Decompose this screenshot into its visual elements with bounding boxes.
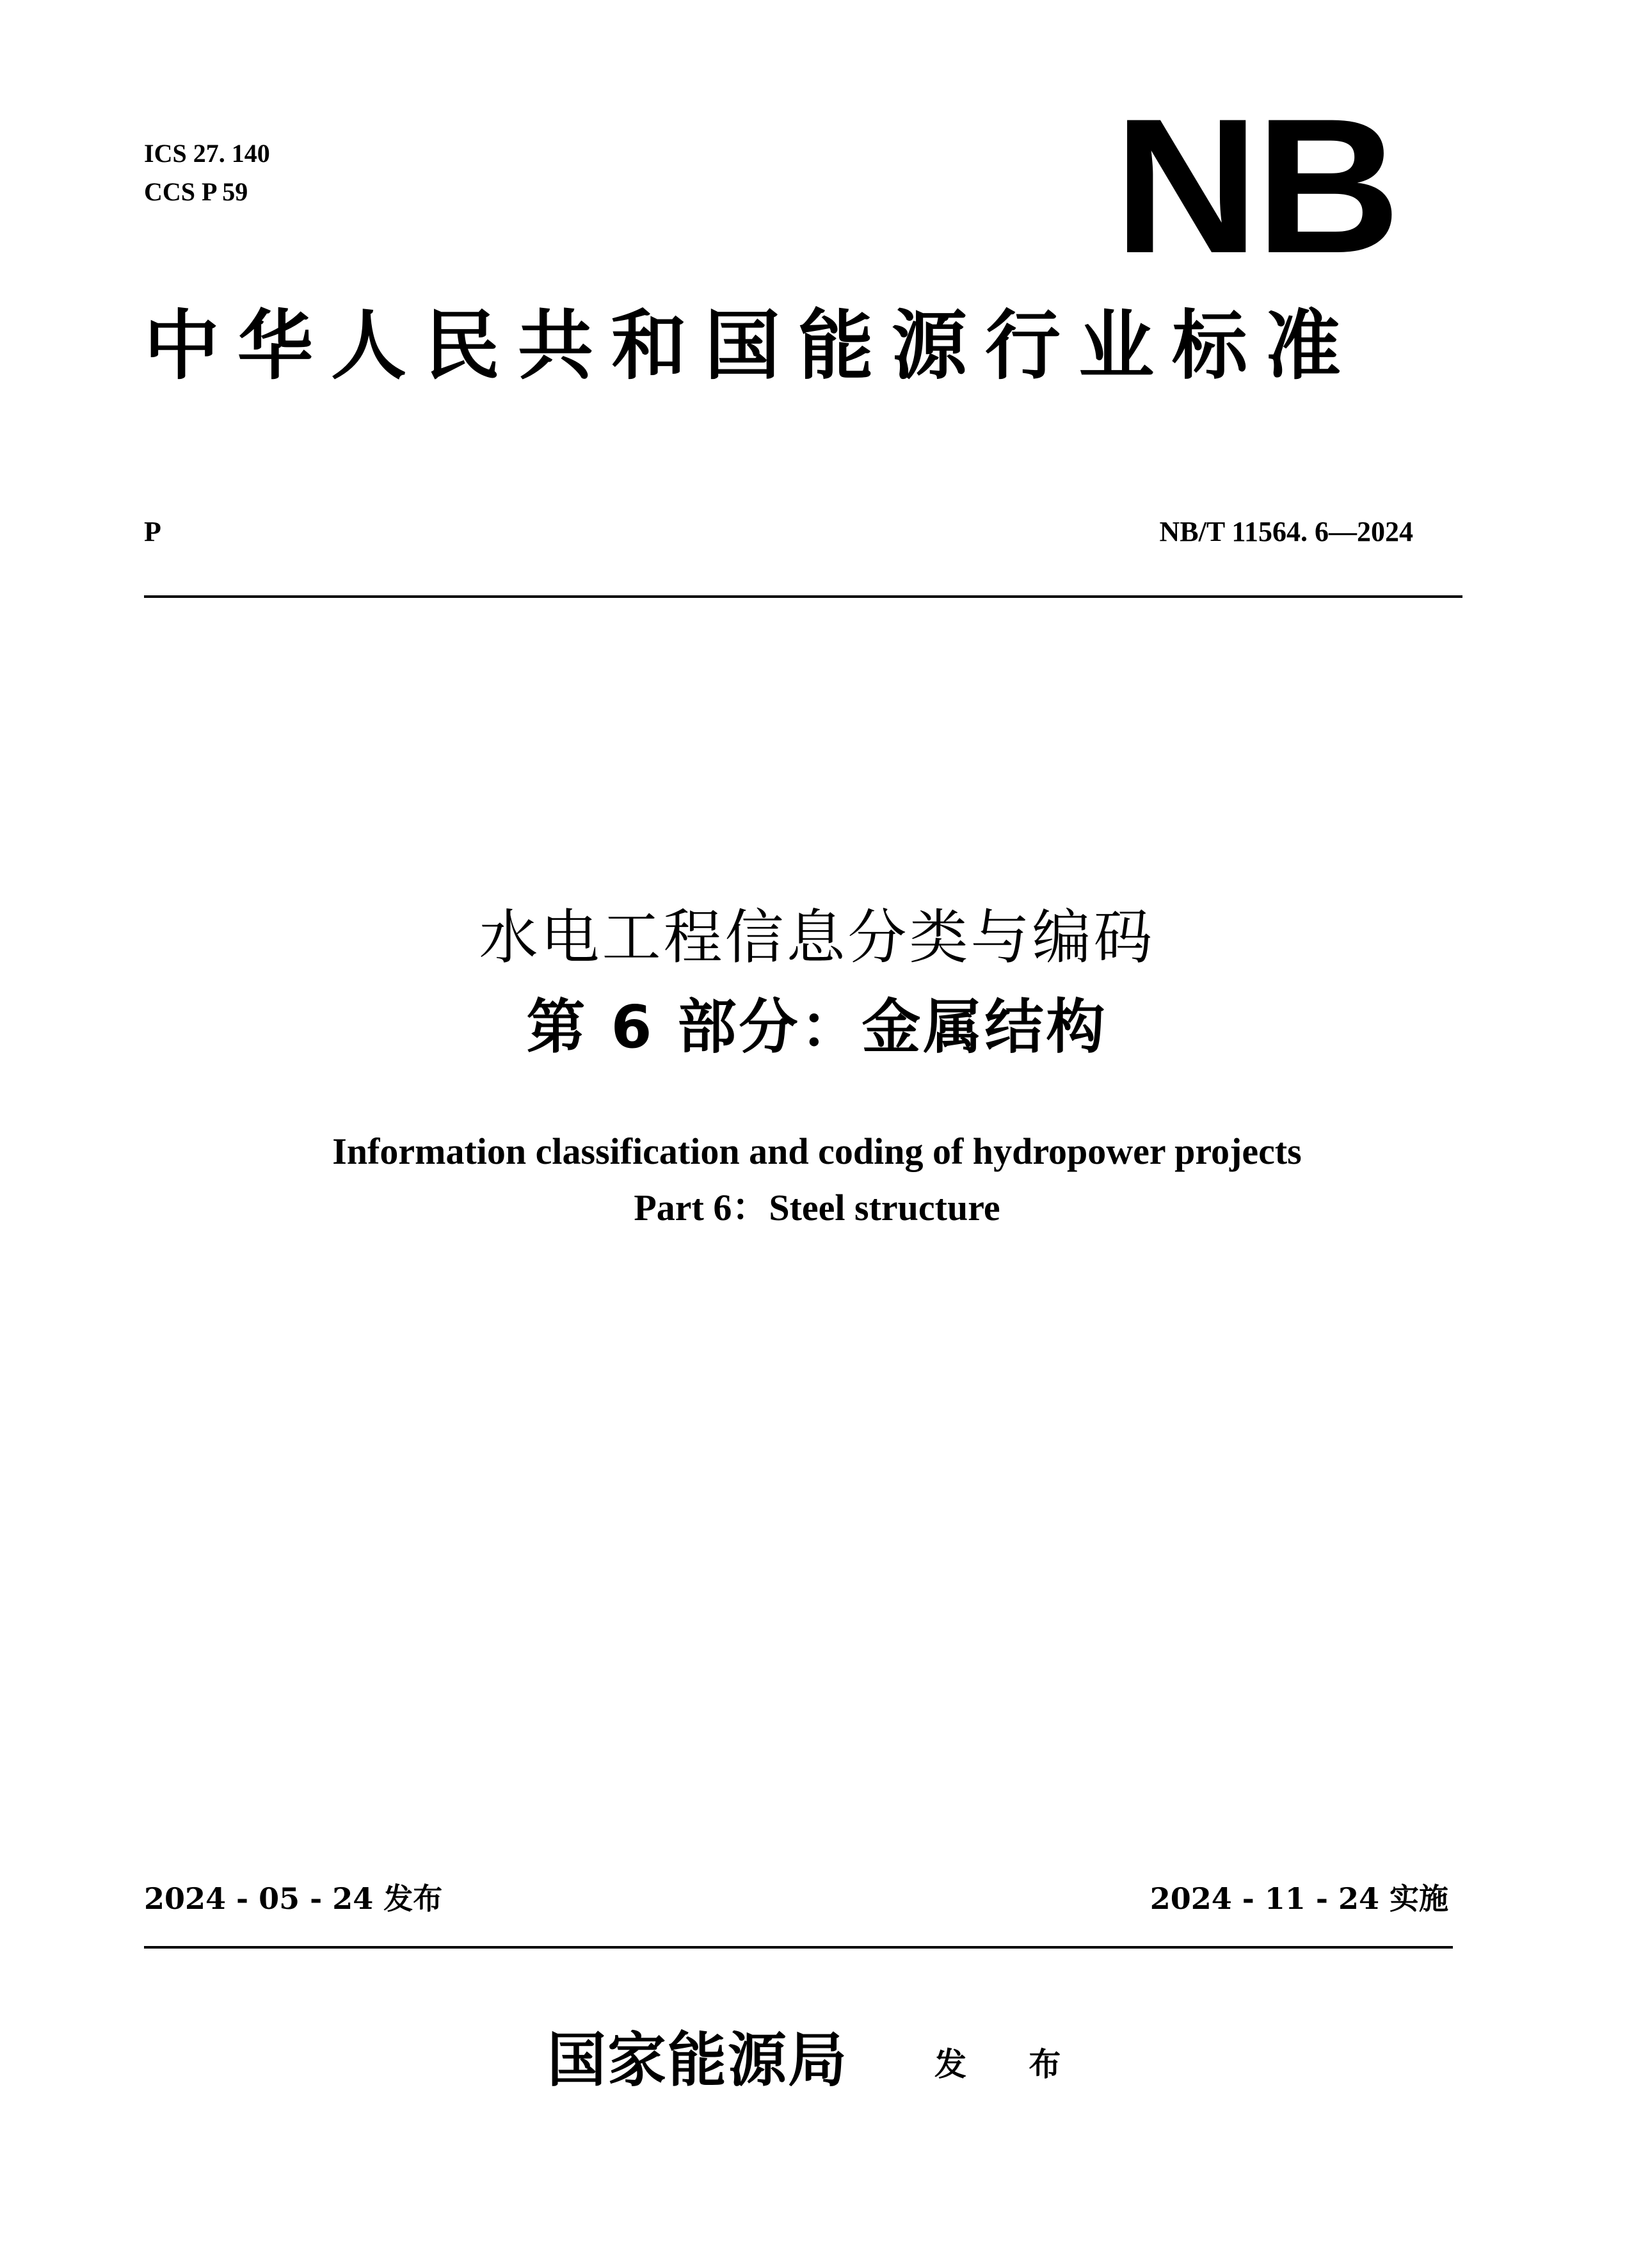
ccs-code: CCS P 59 [144, 177, 248, 206]
category-code: P [144, 516, 161, 547]
nb-logo: NB [1114, 78, 1397, 293]
chinese-title-line2: 第 6 部分：金属结构 [526, 993, 1108, 1061]
footer-divider [144, 1946, 1453, 1949]
header-divider [144, 595, 1462, 598]
issue-label: 发 布 [934, 2045, 1087, 2083]
chinese-title-line1: 水电工程信息分类与编码 [479, 903, 1155, 972]
issuer-name: 国家能源局 [547, 2025, 849, 2095]
standard-number: NB/T 11564. 6—2024 [1159, 516, 1413, 547]
standard-title: 中华人民共和国能源行业标准 [144, 301, 1359, 390]
english-title-line2: Part 6：Steel structure [634, 1187, 1000, 1228]
implement-date: 2024 - 11 - 24 实施 [1149, 1881, 1448, 1916]
ics-code: ICS 27. 140 [144, 139, 270, 168]
publish-date: 2024 - 05 - 24 发布 [144, 1881, 443, 1916]
classification-codes [144, 134, 270, 211]
english-title-line1: Information classification and coding of hydropower projects [332, 1130, 1302, 1172]
